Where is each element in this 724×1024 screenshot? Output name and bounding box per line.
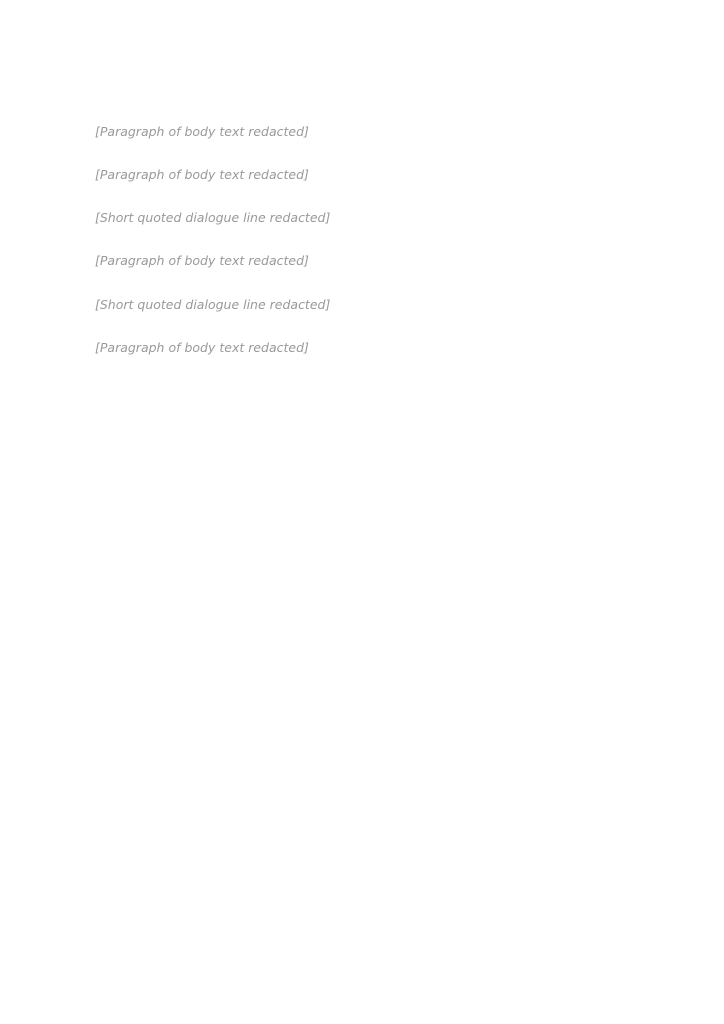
paragraph: [Paragraph of body text redacted] [95, 124, 309, 139]
paragraph: [Paragraph of body text redacted] [95, 339, 309, 355]
dialogue-line: [Short quoted dialogue line redacted] [95, 210, 331, 226]
paragraph: [Paragraph of body text redacted] [95, 167, 309, 183]
paragraph: [Paragraph of body text redacted] [95, 253, 309, 269]
dialogue-line: [Short quoted dialogue line redacted] [95, 296, 331, 312]
